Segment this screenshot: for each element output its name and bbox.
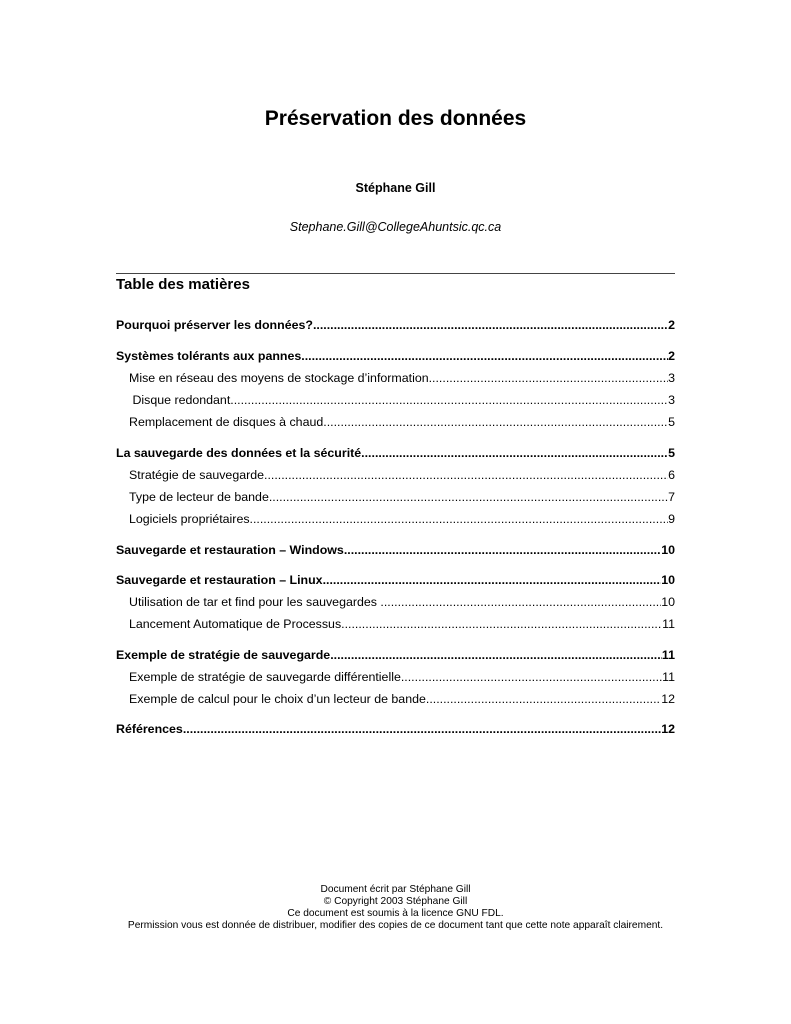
toc-entry[interactable] <box>116 647 675 663</box>
toc-entry[interactable] <box>116 542 675 558</box>
footer-line: Document écrit par Stéphane Gill <box>320 884 471 895</box>
toc-entry-page: 3 <box>668 393 675 407</box>
footer-line: Permission vous est donnée de distribuer, modifier des copies de ce document tant que cette note apparaît clairement. <box>127 920 664 931</box>
toc-heading: Table des matières <box>116 276 250 293</box>
toc-entry[interactable] <box>129 669 675 685</box>
toc-dot-leader <box>301 348 668 364</box>
toc-entry-page: 7 <box>668 490 675 504</box>
document-footer <box>0 884 791 932</box>
toc-entry-page: 10 <box>661 595 675 609</box>
toc-entry-page: 3 <box>668 371 675 385</box>
toc-entry-page: 11 <box>662 670 675 684</box>
toc-entry-label: Exemple de calcul pour le choix d’un lecteur de bande <box>129 692 426 706</box>
toc-entry-label: Pourquoi préserver les données? <box>116 318 313 332</box>
divider-rule <box>116 273 675 274</box>
toc-entry-label: La sauvegarde des données et la sécurité <box>116 446 362 460</box>
toc-dot-leader <box>323 572 662 588</box>
toc-entry-label: Exemple de stratégie de sauvegarde différentielle <box>129 670 401 684</box>
toc-dot-leader <box>380 594 661 610</box>
toc-entry-label: Stratégie de sauvegarde <box>129 468 265 482</box>
toc-entry-label: Remplacement de disques à chaud <box>129 415 324 429</box>
toc-entry-label: Lancement Automatique de Processus <box>129 617 342 631</box>
toc-entry-page: 6 <box>668 468 675 482</box>
toc-dot-leader <box>330 647 662 663</box>
toc-dot-leader <box>313 317 668 333</box>
toc-entry-page: 2 <box>668 349 675 363</box>
toc-entry-label: Utilisation de tar et find pour les sauvegardes <box>129 595 381 609</box>
toc-entry[interactable] <box>129 691 675 707</box>
toc-entry-label: Mise en réseau des moyens de stockage d’information <box>129 371 429 385</box>
document-author: Stéphane Gill <box>355 181 436 195</box>
toc-dot-leader <box>269 489 668 505</box>
toc-entry-page: 5 <box>668 415 675 429</box>
toc-entry[interactable] <box>129 414 675 430</box>
toc-dot-leader <box>361 445 668 461</box>
toc-entry-label: Références <box>116 722 183 736</box>
footer-line: Ce document est soumis à la licence GNU FDL. <box>287 908 504 919</box>
toc-entry[interactable] <box>129 511 675 527</box>
toc-dot-leader <box>426 691 661 707</box>
toc-dot-leader <box>264 467 668 483</box>
toc-dot-leader <box>401 669 662 685</box>
toc-entry[interactable] <box>129 392 675 408</box>
toc-dot-leader <box>230 392 668 408</box>
toc-dot-leader <box>344 542 661 558</box>
document-title: Préservation des données <box>264 107 527 130</box>
toc-entry-label: Logiciels propriétaires <box>129 512 250 526</box>
toc-entry-page: 2 <box>668 318 675 332</box>
toc-entry[interactable] <box>129 467 675 483</box>
toc-dot-leader <box>341 616 662 632</box>
toc-entry-label: Systèmes tolérants aux pannes <box>116 349 302 363</box>
toc-entry-page: 10 <box>661 573 675 587</box>
toc-entry-page: 11 <box>661 648 675 662</box>
toc-entry[interactable] <box>129 370 675 386</box>
toc-dot-leader <box>323 414 668 430</box>
toc-entry-page: 11 <box>662 617 675 631</box>
toc-dot-leader <box>429 370 668 386</box>
toc-entry-label: Type de lecteur de bande <box>129 490 269 504</box>
toc-entry-label: Sauvegarde et restauration – Linux <box>116 573 323 587</box>
toc-entry-label: Exemple de stratégie de sauvegarde <box>116 648 331 662</box>
footer-line: © Copyright 2003 Stéphane Gill <box>323 896 468 907</box>
toc-entry-label: Sauvegarde et restauration – Windows <box>116 543 344 557</box>
toc-dot-leader <box>183 721 661 737</box>
toc-entry[interactable] <box>116 721 675 737</box>
toc-entry[interactable] <box>116 348 675 364</box>
toc-entry[interactable] <box>129 594 675 610</box>
toc-entry-page: 10 <box>661 543 675 557</box>
document-email: Stephane.Gill@CollegeAhuntsic.qc.ca <box>289 220 502 234</box>
toc-entry-page: 5 <box>668 446 675 460</box>
toc-entry-label: Disque redondant <box>129 393 231 407</box>
toc-entry[interactable] <box>129 489 675 505</box>
toc-entry-page: 12 <box>661 722 675 736</box>
toc-entry[interactable] <box>116 572 675 588</box>
toc-entry-page: 9 <box>668 512 675 526</box>
toc-entry[interactable] <box>129 616 675 632</box>
toc-entry[interactable] <box>116 445 675 461</box>
toc-entry-page: 12 <box>661 692 675 706</box>
toc-dot-leader <box>250 511 669 527</box>
toc-entry[interactable] <box>116 317 675 333</box>
